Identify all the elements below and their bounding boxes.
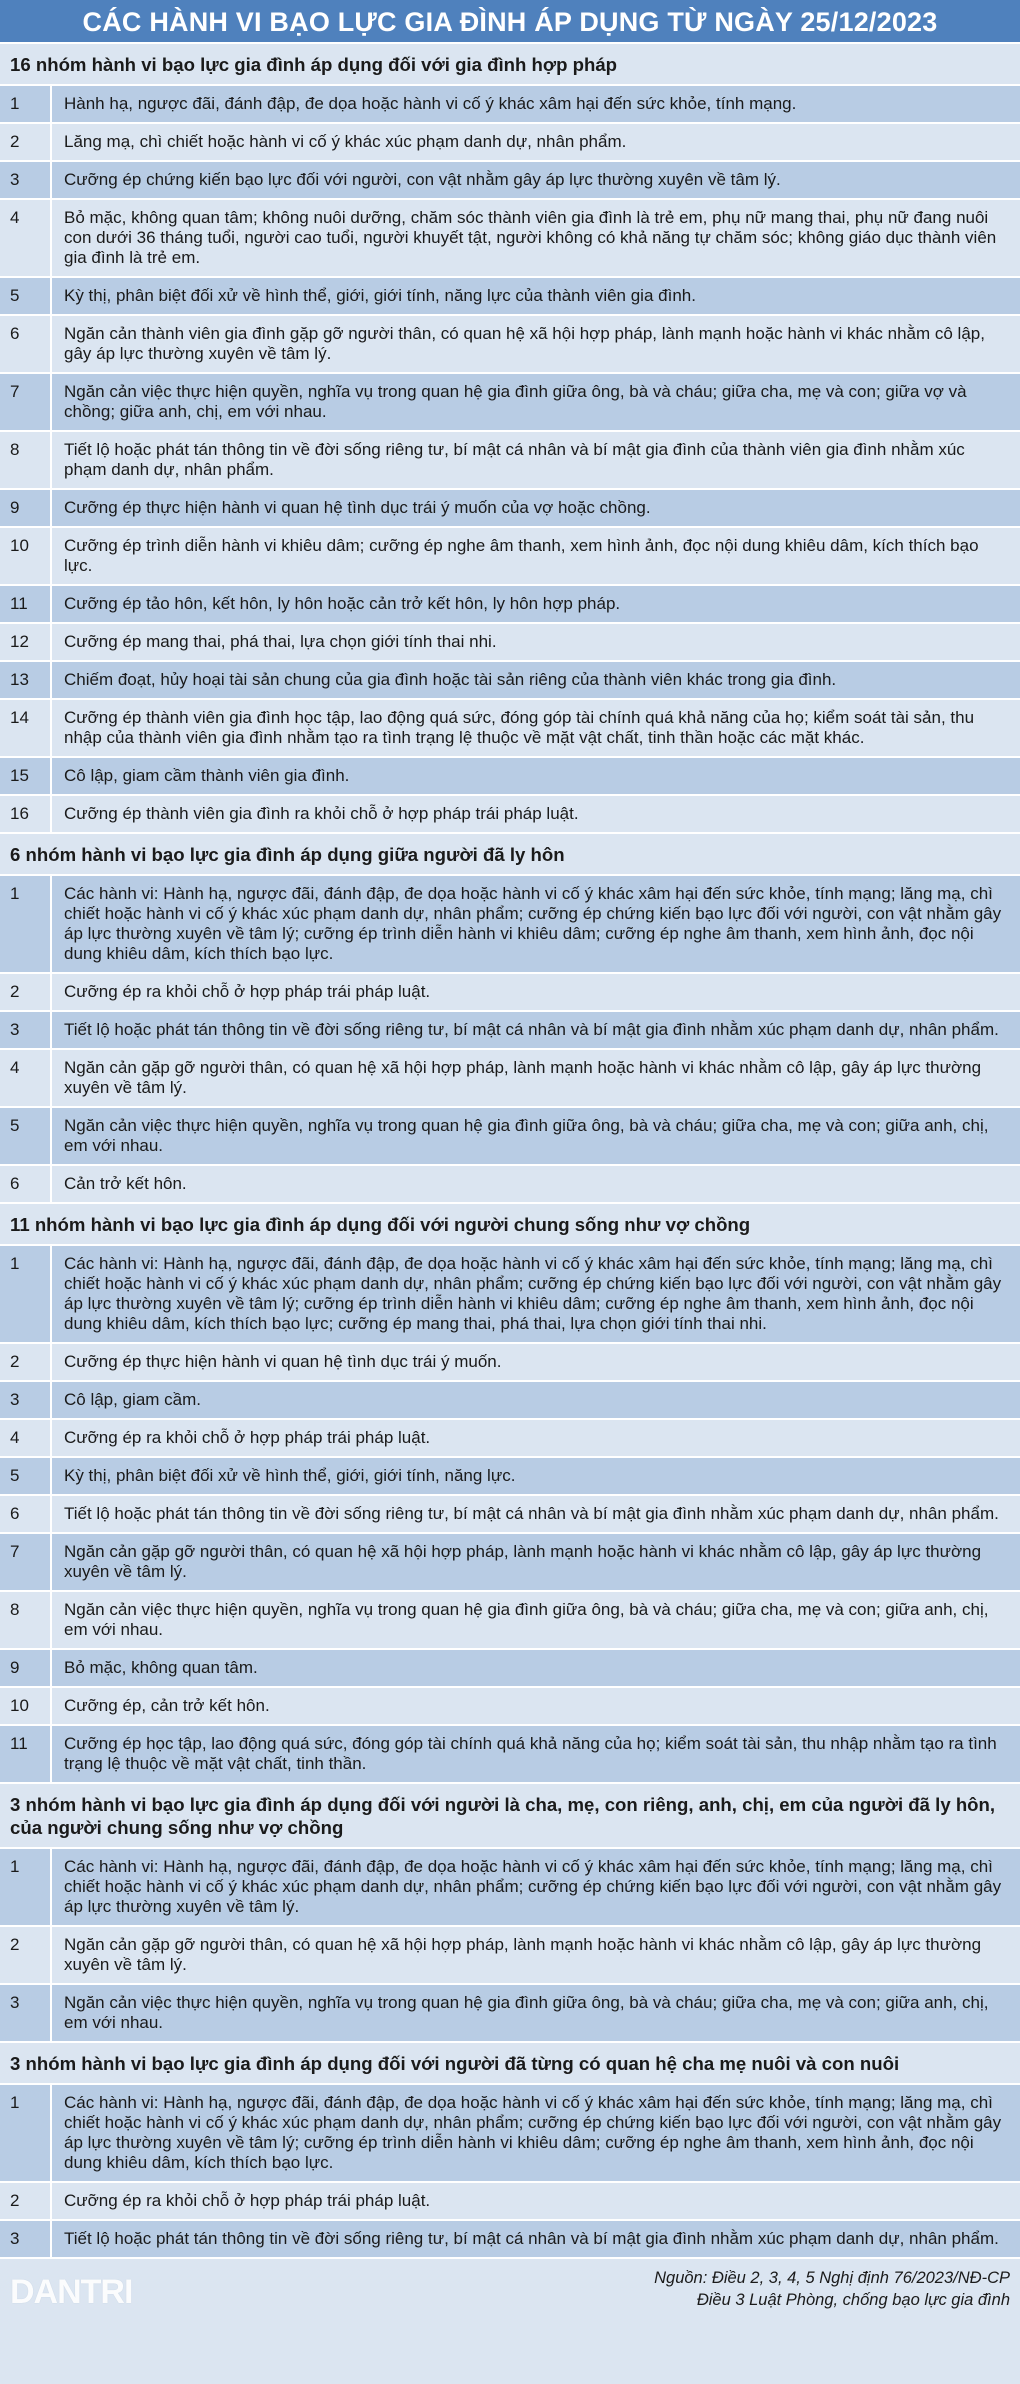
row-number: 7 <box>10 382 20 401</box>
row-number: 11 <box>10 1734 28 1753</box>
row-text: Kỳ thị, phân biệt đối xử về hình thể, giới, giới tính, năng lực của thành viên gia đình. <box>50 278 1020 314</box>
row-text: Chiếm đoạt, hủy hoại tài sản chung của gia đình hoặc tài sản riêng của thành viên khác trong gia đình. <box>50 662 1020 698</box>
table-row <box>0 86 1020 124</box>
row-text: Các hành vi: Hành hạ, ngược đãi, đánh đập, đe dọa hoặc hành vi cố ý khác xâm hại đến sức khỏe, tính mạng; lăng mạ, chì chiết hoặc hành vi cố ý khác xúc phạm danh dự, nhân phẩm; cưỡng ép chứng kiến bạo lực đối với người, con vật nhằm gây áp lực thường xuyên về tâm lý; cưỡng ép trình diễn hành vi khiêu dâm; cưỡng ép nghe âm thanh, xem hình ảnh, đọc nội dung khiêu dâm, kích thích bạo lực; cưỡng ép mang thai, phá thai, lựa chọn giới tính thai nhi. <box>50 1246 1020 1342</box>
table-row <box>0 1849 1020 1927</box>
row-number: 2 <box>10 1935 20 1954</box>
row-number: 6 <box>10 324 20 343</box>
table-row <box>0 162 1020 200</box>
table-row <box>0 1246 1020 1344</box>
row-text: Ngăn cản việc thực hiện quyền, nghĩa vụ trong quan hệ gia đình giữa ông, bà và cháu; giữa cha, mẹ và con; giữa anh, chị, em với nhau. <box>50 1592 1020 1648</box>
row-text: Ngăn cản việc thực hiện quyền, nghĩa vụ trong quan hệ gia đình giữa ông, bà và cháu; giữa cha, mẹ và con; giữa anh, chị, em với nhau. <box>50 1985 1020 2041</box>
row-number: 8 <box>10 440 20 459</box>
row-text: Cưỡng ép trình diễn hành vi khiêu dâm; cưỡng ép nghe âm thanh, xem hình ảnh, đọc nội dung khiêu dâm, kích thích bạo lực. <box>50 528 1020 584</box>
row-text: Tiết lộ hoặc phát tán thông tin về đời sống riêng tư, bí mật cá nhân và bí mật gia đình của thành viên gia đình nhằm xúc phạm danh dự, nhân phẩm. <box>50 432 1020 488</box>
table-row <box>0 1688 1020 1726</box>
row-number: 2 <box>10 1352 20 1371</box>
row-number: 9 <box>10 1658 20 1677</box>
row-number: 3 <box>10 2229 20 2248</box>
table-row <box>0 758 1020 796</box>
table-row <box>0 624 1020 662</box>
row-number: 6 <box>10 1174 20 1193</box>
row-text: Cưỡng ép thành viên gia đình ra khỏi chỗ ở hợp pháp trái pháp luật. <box>50 796 1020 832</box>
row-number: 5 <box>10 1116 20 1135</box>
row-number: 14 <box>10 708 29 727</box>
table-row <box>0 432 1020 490</box>
table-row <box>0 1592 1020 1650</box>
table-row <box>0 1534 1020 1592</box>
row-text: Cưỡng ép, cản trở kết hôn. <box>50 1688 1020 1724</box>
row-number: 2 <box>10 132 20 151</box>
row-text: Các hành vi: Hành hạ, ngược đãi, đánh đập, đe dọa hoặc hành vi cố ý khác xâm hại đến sức khỏe, tính mạng; lăng mạ, chì chiết hoặc hành vi cố ý khác xúc phạm danh dự, nhân phẩm; cưỡng ép chứng kiến bạo lực đối với người, con vật nhằm gây áp lực thường xuyên về tâm lý; cưỡng ép trình diễn hành vi khiêu dâm; cưỡng ép nghe âm thanh, xem hình ảnh, đọc nội dung khiêu dâm, kích thích bạo lực. <box>50 876 1020 972</box>
table-row <box>0 1166 1020 1204</box>
row-number: 3 <box>10 1020 20 1039</box>
table-row <box>0 1496 1020 1534</box>
row-text: Cô lập, giam cầm thành viên gia đình. <box>50 758 1020 794</box>
row-number: 9 <box>10 498 20 517</box>
row-number: 2 <box>10 2191 20 2210</box>
table-row <box>0 200 1020 278</box>
section-heading: 16 nhóm hành vi bạo lực gia đình áp dụng đối với gia đình hợp pháp <box>0 44 1020 86</box>
table-row <box>0 124 1020 162</box>
table-row <box>0 1927 1020 1985</box>
row-text: Cô lập, giam cầm. <box>50 1382 1020 1418</box>
row-number: 4 <box>10 208 20 227</box>
row-number: 11 <box>10 594 28 613</box>
row-number: 4 <box>10 1058 20 1077</box>
dantri-logo: DANTRI <box>10 2273 133 2311</box>
row-number: 6 <box>10 1504 20 1523</box>
row-text: Cưỡng ép thực hiện hành vi quan hệ tình dục trái ý muốn của vợ hoặc chồng. <box>50 490 1020 526</box>
row-text: Ngăn cản việc thực hiện quyền, nghĩa vụ trong quan hệ gia đình giữa ông, bà và cháu; giữa cha, mẹ và con; giữa anh, chị, em với nhau. <box>50 1108 1020 1164</box>
table-row <box>0 796 1020 834</box>
table-row <box>0 662 1020 700</box>
table-row <box>0 1458 1020 1496</box>
row-text: Cưỡng ép ra khỏi chỗ ở hợp pháp trái pháp luật. <box>50 2183 1020 2219</box>
source-note <box>654 2267 1010 2311</box>
row-text: Hành hạ, ngược đãi, đánh đập, đe dọa hoặc hành vi cố ý khác xâm hại đến sức khỏe, tính mạng. <box>50 86 1020 122</box>
row-text: Cưỡng ép ra khỏi chỗ ở hợp pháp trái pháp luật. <box>50 1420 1020 1456</box>
table-row <box>0 1382 1020 1420</box>
table-row <box>0 2183 1020 2221</box>
row-text: Cưỡng ép thực hiện hành vi quan hệ tình dục trái ý muốn. <box>50 1344 1020 1380</box>
row-number: 15 <box>10 766 29 785</box>
row-number: 3 <box>10 1390 20 1409</box>
row-text: Cưỡng ép mang thai, phá thai, lựa chọn giới tính thai nhi. <box>50 624 1020 660</box>
row-number: 16 <box>10 804 29 823</box>
row-number: 2 <box>10 982 20 1001</box>
row-number: 5 <box>10 286 20 305</box>
table-row <box>0 700 1020 758</box>
footer <box>0 2259 1020 2321</box>
row-number: 3 <box>10 170 20 189</box>
row-text: Bỏ mặc, không quan tâm. <box>50 1650 1020 1686</box>
table-row <box>0 586 1020 624</box>
row-text: Tiết lộ hoặc phát tán thông tin về đời sống riêng tư, bí mật cá nhân và bí mật gia đình nhằm xúc phạm danh dự, nhân phẩm. <box>50 1496 1020 1532</box>
row-text: Tiết lộ hoặc phát tán thông tin về đời sống riêng tư, bí mật cá nhân và bí mật gia đình nhằm xúc phạm danh dự, nhân phẩm. <box>50 2221 1020 2257</box>
section-heading: 3 nhóm hành vi bạo lực gia đình áp dụng đối với người là cha, mẹ, con riêng, anh, chị, em của người đã ly hôn, của người chung sống như vợ chồng <box>0 1784 1020 1849</box>
row-number: 13 <box>10 670 29 689</box>
row-number: 1 <box>10 1254 20 1273</box>
table-row <box>0 1650 1020 1688</box>
section-heading: 11 nhóm hành vi bạo lực gia đình áp dụng đối với người chung sống như vợ chồng <box>0 1204 1020 1246</box>
row-number: 1 <box>10 94 20 113</box>
row-text: Ngăn cản gặp gỡ người thân, có quan hệ xã hội hợp pháp, lành mạnh hoặc hành vi khác nhằm cô lập, gây áp lực thường xuyên về tâm lý. <box>50 1534 1020 1590</box>
page-title: CÁC HÀNH VI BẠO LỰC GIA ĐÌNH ÁP DỤNG TỪ NGÀY 25/12/2023 <box>0 0 1020 44</box>
section-heading: 6 nhóm hành vi bạo lực gia đình áp dụng giữa người đã ly hôn <box>0 834 1020 876</box>
table-row <box>0 490 1020 528</box>
row-text: Ngăn cản gặp gỡ người thân, có quan hệ xã hội hợp pháp, lành mạnh hoặc hành vi khác nhằm cô lập, gây áp lực thường xuyên về tâm lý. <box>50 1050 1020 1106</box>
row-text: Lăng mạ, chì chiết hoặc hành vi cố ý khác xúc phạm danh dự, nhân phẩm. <box>50 124 1020 160</box>
source-line-1: Nguồn: Điều 2, 3, 4, 5 Nghị định 76/2023/NĐ-CP <box>654 2269 1010 2287</box>
row-text: Cưỡng ép tảo hôn, kết hôn, ly hôn hoặc cản trở kết hôn, ly hôn hợp pháp. <box>50 586 1020 622</box>
table-row <box>0 374 1020 432</box>
table-row <box>0 1985 1020 2043</box>
row-number: 1 <box>10 2093 20 2112</box>
table-row <box>0 528 1020 586</box>
row-number: 5 <box>10 1466 20 1485</box>
table-row <box>0 974 1020 1012</box>
row-text: Cưỡng ép ra khỏi chỗ ở hợp pháp trái pháp luật. <box>50 974 1020 1010</box>
row-text: Bỏ mặc, không quan tâm; không nuôi dưỡng, chăm sóc thành viên gia đình là trẻ em, phụ nữ mang thai, phụ nữ đang nuôi con dưới 36 tháng tuổi, người cao tuổi, người khuyết tật, người không có khả năng tự chăm sóc; không giáo dục thành viên gia đình là trẻ em. <box>50 200 1020 276</box>
row-text: Cản trở kết hôn. <box>50 1166 1020 1202</box>
row-number: 10 <box>10 536 29 555</box>
source-line-2: Điều 3 Luật Phòng, chống bạo lực gia đình <box>696 2291 1010 2309</box>
row-text: Kỳ thị, phân biệt đối xử về hình thể, giới, giới tính, năng lực. <box>50 1458 1020 1494</box>
row-number: 7 <box>10 1542 20 1561</box>
table-row <box>0 1420 1020 1458</box>
row-number: 8 <box>10 1600 20 1619</box>
row-text: Ngăn cản thành viên gia đình gặp gỡ người thân, có quan hệ xã hội hợp pháp, lành mạnh hoặc hành vi khác nhằm cô lập, gây áp lực thường xuyên về tâm lý. <box>50 316 1020 372</box>
row-number: 10 <box>10 1696 29 1715</box>
row-number: 3 <box>10 1993 20 2012</box>
table-row <box>0 1012 1020 1050</box>
row-number: 4 <box>10 1428 20 1447</box>
row-text: Các hành vi: Hành hạ, ngược đãi, đánh đập, đe dọa hoặc hành vi cố ý khác xâm hại đến sức khỏe, tính mạng; lăng mạ, chì chiết hoặc hành vi cố ý khác xúc phạm danh dự, nhân phẩm; cưỡng ép chứng kiến bạo lực đối với người, con vật nhằm gây áp lực thường xuyên về tâm lý. <box>50 1849 1020 1925</box>
table-row <box>0 278 1020 316</box>
row-number: 1 <box>10 1857 20 1876</box>
table-row <box>0 2085 1020 2183</box>
row-number: 12 <box>10 632 29 651</box>
sections-container <box>0 44 1020 2259</box>
table-row <box>0 1050 1020 1108</box>
row-text: Cưỡng ép thành viên gia đình học tập, lao động quá sức, đóng góp tài chính quá khả năng của họ; kiểm soát tài sản, thu nhập của thành viên gia đình nhằm tạo ra tình trạng lệ thuộc về mặt vật chất, tinh thần hoặc các mặt khác. <box>50 700 1020 756</box>
row-text: Cưỡng ép chứng kiến bạo lực đối với người, con vật nhằm gây áp lực thường xuyên về tâm lý. <box>50 162 1020 198</box>
row-text: Ngăn cản gặp gỡ người thân, có quan hệ xã hội hợp pháp, lành mạnh hoặc hành vi khác nhằm cô lập, gây áp lực thường xuyên về tâm lý. <box>50 1927 1020 1983</box>
row-number: 1 <box>10 884 20 903</box>
row-text: Tiết lộ hoặc phát tán thông tin về đời sống riêng tư, bí mật cá nhân và bí mật gia đình nhằm xúc phạm danh dự, nhân phẩm. <box>50 1012 1020 1048</box>
table-row <box>0 2221 1020 2259</box>
row-text: Các hành vi: Hành hạ, ngược đãi, đánh đập, đe dọa hoặc hành vi cố ý khác xâm hại đến sức khỏe, tính mạng; lăng mạ, chì chiết hoặc hành vi cố ý khác xúc phạm danh dự, nhân phẩm; cưỡng ép chứng kiến bạo lực đối với người, con vật nhằm gây áp lực thường xuyên về tâm lý; cưỡng ép trình diễn hành vi khiêu dâm; cưỡng ép nghe âm thanh, xem hình ảnh, đọc nội dung khiêu dâm, kích thích bạo lực. <box>50 2085 1020 2181</box>
table-row <box>0 1108 1020 1166</box>
table-row <box>0 1344 1020 1382</box>
row-text: Cưỡng ép học tập, lao động quá sức, đóng góp tài chính quá khả năng của họ; kiểm soát tài sản, thu nhập nhằm tạo ra tình trạng lệ thuộc về mặt vật chất, tinh thần. <box>50 1726 1020 1782</box>
section-heading: 3 nhóm hành vi bạo lực gia đình áp dụng đối với người đã từng có quan hệ cha mẹ nuôi và con nuôi <box>0 2043 1020 2085</box>
table-row <box>0 876 1020 974</box>
table-row <box>0 316 1020 374</box>
table-row <box>0 1726 1020 1784</box>
row-text: Ngăn cản việc thực hiện quyền, nghĩa vụ trong quan hệ gia đình giữa ông, bà và cháu; giữa cha, mẹ và con; giữa vợ và chồng; giữa anh, chị, em với nhau. <box>50 374 1020 430</box>
